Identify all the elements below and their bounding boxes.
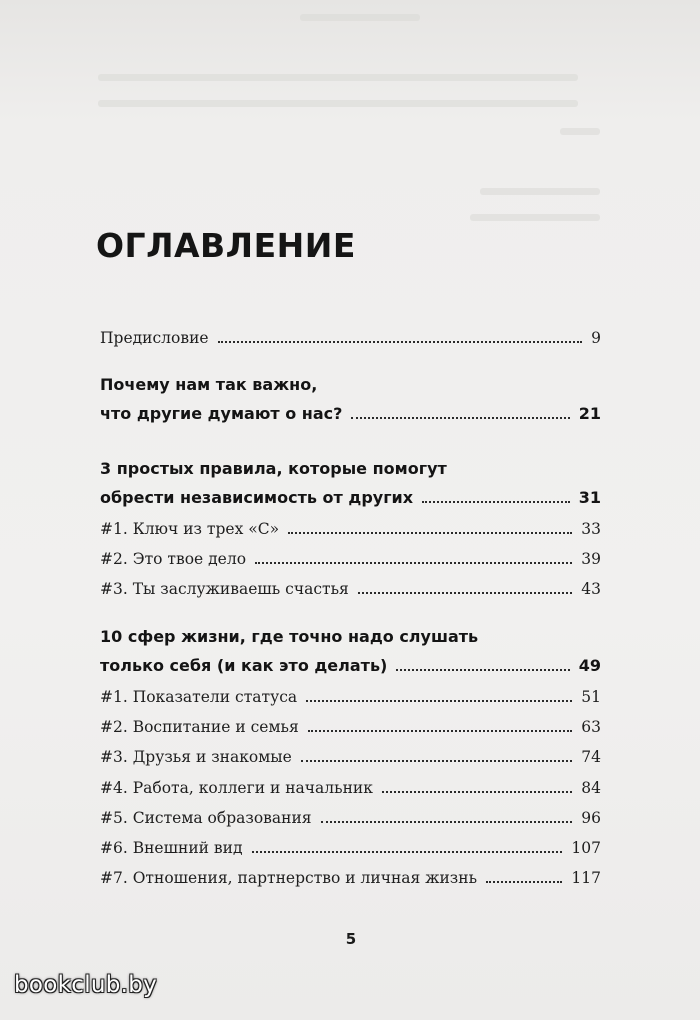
page-title: ОГЛАВЛЕНИЕ — [96, 226, 356, 265]
dot-leader — [486, 881, 562, 883]
toc-entry — [100, 513, 601, 539]
section-heading-line: Почему нам так важно, — [100, 375, 318, 394]
dot-leader — [321, 821, 573, 823]
toc-entry — [100, 772, 601, 798]
dot-leader — [306, 700, 572, 702]
show-through — [470, 214, 600, 221]
section-heading-line: обрести независимость от других — [100, 488, 414, 507]
toc-entry-page: 21 — [578, 404, 601, 423]
toc-entry-page: 33 — [581, 520, 601, 538]
dot-leader — [301, 760, 572, 762]
toc-entry-page: 51 — [581, 688, 601, 706]
toc-entry — [100, 832, 601, 858]
dot-leader — [308, 730, 573, 732]
toc-section-2 — [100, 482, 601, 508]
toc-entry-page: 84 — [581, 779, 601, 797]
toc-entry-label: #1. Ключ из трех «С» — [100, 520, 280, 538]
dot-leader — [252, 851, 563, 853]
toc-entry-page: 43 — [581, 580, 601, 598]
toc-entry-page: 117 — [571, 869, 601, 887]
toc-entry-page: 9 — [591, 329, 601, 347]
dot-leader — [382, 791, 572, 793]
section-heading-line: 10 сфер жизни, где точно надо слушать — [100, 627, 479, 646]
toc-section-3 — [100, 650, 601, 676]
toc-entry-page: 49 — [578, 656, 601, 675]
show-through — [98, 74, 578, 81]
toc-entry — [100, 573, 601, 599]
show-through — [98, 100, 578, 107]
section-heading-line: только себя (и как это делать) — [100, 656, 388, 675]
toc-entry-label: #3. Друзья и знакомые — [100, 748, 292, 766]
dot-leader — [288, 532, 572, 534]
toc-entry — [100, 862, 601, 888]
toc-entry-label: #2. Это твое дело — [100, 550, 247, 568]
toc-entry — [100, 543, 601, 569]
section-heading-line: что другие думают о нас? — [100, 404, 343, 423]
show-through — [560, 128, 600, 135]
toc-entry-page: 74 — [581, 748, 601, 766]
toc-entry — [100, 741, 601, 767]
toc-entry-page: 63 — [581, 718, 601, 736]
page-number: 5 — [345, 930, 357, 948]
section-heading-line: 3 простых правила, которые помогут — [100, 459, 447, 478]
show-through — [300, 14, 420, 21]
toc-entry-page: 39 — [581, 550, 601, 568]
toc-entry-label: #3. Ты заслуживаешь счастья — [100, 580, 349, 598]
toc-entry — [100, 802, 601, 828]
dot-leader — [358, 592, 572, 594]
toc-entry-page: 96 — [581, 809, 601, 827]
toc-entry-label: #2. Воспитание и семья — [100, 718, 299, 736]
toc-entry-label: #1. Показатели статуса — [100, 688, 298, 706]
toc-entry-label: #4. Работа, коллеги и начальник — [100, 779, 373, 797]
toc-entry-label: Предисловие — [100, 329, 209, 347]
toc-entry-preface — [100, 322, 601, 348]
toc-entry — [100, 711, 601, 737]
toc-entry-page: 107 — [571, 839, 601, 857]
dot-leader — [255, 562, 572, 564]
toc-entry — [100, 681, 601, 707]
watermark-logo: bookclub.by — [14, 972, 158, 998]
show-through — [480, 188, 600, 195]
toc-section-1 — [100, 398, 601, 424]
toc-entry-label: #6. Внешний вид — [100, 839, 243, 857]
toc-entry-page: 31 — [578, 488, 601, 507]
dot-leader — [396, 669, 569, 671]
dot-leader — [218, 341, 583, 343]
dot-leader — [422, 501, 570, 503]
toc-entry-label: #5. Система образования — [100, 809, 312, 827]
toc-entry-label: #7. Отношения, партнерство и личная жизнь — [100, 869, 478, 887]
dot-leader — [351, 417, 569, 419]
